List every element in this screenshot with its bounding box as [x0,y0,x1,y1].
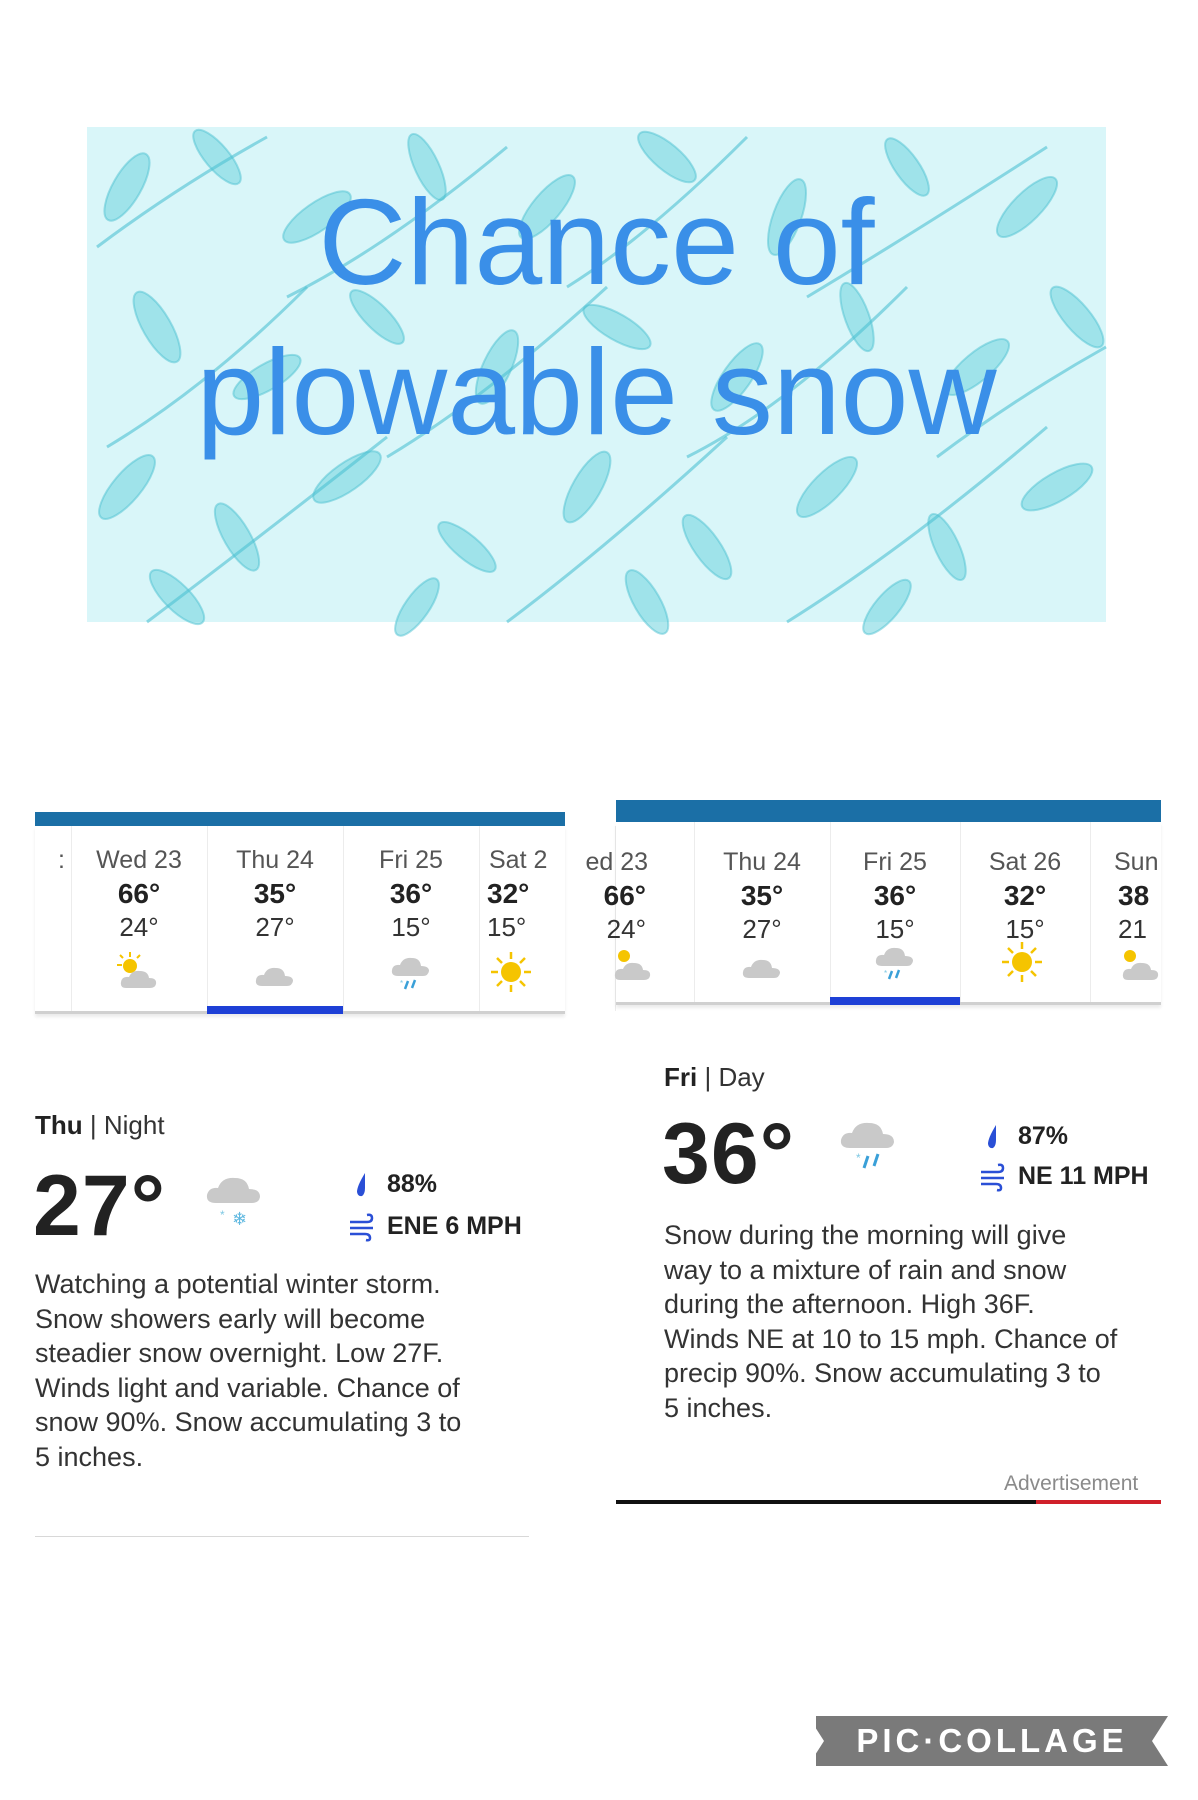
header-bar [35,812,565,826]
desc-line: during the afternoon. High 36F. [664,1289,1035,1319]
day-tab[interactable] [0,826,72,1011]
day-strip [585,822,1161,1005]
forecast-description [664,1218,1161,1425]
day-strip [35,826,565,1014]
day-high: 35° [253,878,297,909]
wind-stat [347,1212,522,1242]
section-divider [35,1536,529,1537]
sun-icon [489,950,539,994]
day-high: 36° [873,880,917,911]
precip-stat [347,1170,437,1200]
detail-period: Day [718,1062,765,1092]
header-bar [616,800,1161,822]
day-tab-fri-25[interactable] [343,826,480,1011]
day-high: 66° [117,878,161,909]
desc-line: Winds NE at 10 to 15 mph. Chance of [664,1323,1118,1354]
day-low: 15° [1005,914,1045,944]
detail-sep: | [82,1110,104,1140]
day-low: 24° [119,912,159,942]
partly-cloudy-sun-icon [616,942,666,986]
day-low: 21 [1118,914,1147,944]
detail-header [35,1110,165,1141]
desc-line: Watching a potential winter storm. [35,1269,441,1299]
svg-text:*: * [856,1151,861,1165]
cloud-icon [250,950,300,994]
day-high: 32° [487,878,530,909]
day-low: 27° [742,914,782,944]
wind-value: ENE 6 MPH [387,1212,522,1240]
desc-line: 5 inches. [35,1441,144,1472]
current-temp: 27° [33,1158,167,1254]
day-low: 27° [255,912,295,942]
banner-title-line2: plowable snow [196,324,997,460]
partly-cloudy-sun-icon [114,950,164,994]
day-tab-wed[interactable] [558,822,695,1002]
desc-line: snow 90%. Snow accumulating 3 to [35,1407,462,1437]
forecast-panel-left [35,812,565,1592]
banner-title-line1: Chance of [318,174,875,310]
sun-icon [1000,940,1050,984]
day-name: Sat 26 [988,848,1062,876]
precip-value: 87% [1018,1122,1069,1150]
day-high: 38 [1118,880,1150,911]
raindrop-icon [978,1122,1008,1152]
day-high: 66° [603,880,646,911]
day-low: 15° [391,912,431,942]
current-temp: 36° [662,1106,796,1202]
day-name: Fri 25 [379,846,443,874]
day-high: 32° [1003,880,1047,911]
desc-line: Snow during the morning will give [664,1220,1067,1250]
banner [87,127,1106,622]
day-name: Fri 25 [863,848,927,876]
day-tab-sat-26[interactable] [960,822,1091,1002]
detail-sep: | [697,1062,719,1092]
day-name: ed 23 [585,848,648,876]
svg-text:*: * [400,979,404,988]
selected-day-indicator [207,1006,343,1014]
wind-value: NE 11 MPH [1018,1162,1149,1190]
svg-text:❄: ❄ [232,1209,248,1229]
wind-icon [978,1162,1008,1192]
day-name: Thu 24 [723,848,801,876]
selected-day-indicator [830,997,960,1005]
svg-text:*: * [220,1208,225,1222]
precip-stat [978,1122,1068,1152]
svg-text:*: * [884,969,888,978]
day-name: Sun [1114,848,1159,876]
detail-day: Thu [35,1110,83,1140]
desc-line: way to a mixture of rain and snow [664,1254,1067,1285]
ad-banner[interactable] [616,1500,1036,1504]
day-name: Wed 23 [96,846,182,874]
desc-line: Winds light and variable. Chance of [35,1372,460,1403]
day-high: 36° [389,878,433,909]
desc-line: Snow showers early will become [35,1303,426,1334]
wind-icon [347,1212,377,1242]
day-low: 24° [606,914,646,944]
partly-cloudy-sun-icon [1118,942,1168,986]
day-tab-sun[interactable] [1090,822,1170,1002]
rain-snow-cloud-icon [834,1112,906,1176]
rain-snow-icon [386,950,436,994]
banner-title [87,167,1106,467]
detail-period: Night [103,1110,165,1140]
wind-stat [978,1162,1149,1192]
advertisement-label: Advertisement [1004,1472,1139,1495]
rain-snow-icon [870,940,920,984]
day-tab-thu-24[interactable] [207,826,344,1011]
forecast-panel-right [585,800,1161,1510]
forecast-description [35,1267,555,1474]
day-name: : [58,846,65,874]
desc-line: steadier snow overnight. Low 27F. [35,1338,444,1368]
day-name: Sat 2 [489,846,548,874]
cloud-icon [737,942,787,986]
day-tab-fri-25[interactable] [830,822,961,1002]
day-high: 35° [740,880,784,911]
precip-value: 88% [387,1170,438,1198]
detail-header [664,1062,765,1093]
day-tab-wed-23[interactable] [71,826,208,1011]
day-low: 15° [487,912,527,942]
pic-collage-logo-text: PIC·COLLAGE [856,1722,1128,1759]
day-low: 15° [875,914,915,944]
ad-banner-accent[interactable] [1036,1500,1161,1504]
snow-cloud-icon [200,1167,272,1231]
day-tab-thu-24[interactable] [694,822,831,1002]
desc-line: precip 90%. Snow accumulating 3 to [664,1358,1101,1388]
day-name: Thu 24 [236,846,314,874]
raindrop-icon [347,1170,377,1200]
detail-day: Fri [664,1062,698,1092]
desc-line: 5 inches. [664,1392,773,1423]
